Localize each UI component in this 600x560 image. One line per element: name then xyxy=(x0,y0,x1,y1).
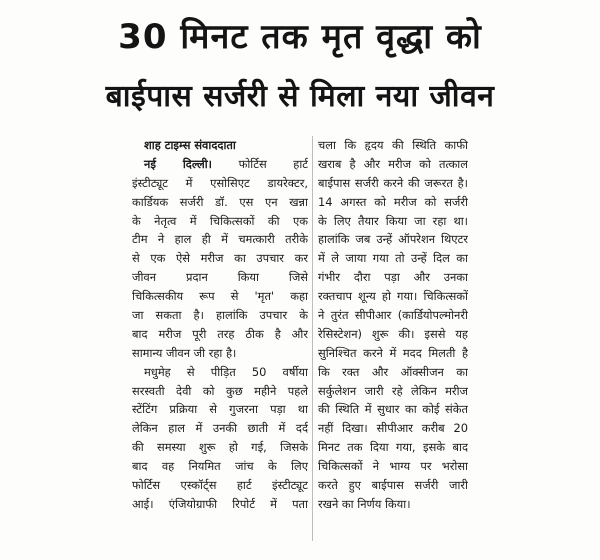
article-line xyxy=(132,155,308,174)
article-line: कि रक्त और ऑक्सीजन का xyxy=(318,364,468,379)
dateline: नई दिल्ली। xyxy=(144,156,212,171)
article-line: बाईपास सर्जरी करने की जरूरत है। xyxy=(318,175,468,190)
article-line: फोर्टिस एस्कॉर्ट्स हार्ट इंस्टीट्यूट xyxy=(132,478,308,493)
article-line: आई। एंजियोग्राफी रिपोर्ट में पता xyxy=(132,496,308,511)
article-line: के नेतृत्व में चिकित्सकों की एक xyxy=(132,213,308,228)
article-line: सामान्य जीवन जी रहा है। xyxy=(132,345,237,360)
article-line: सर्कुलेशन जारी रहे लेकिन मरीज xyxy=(318,383,468,398)
article-line: की स्थिति में सुधार का कोई संकेत xyxy=(318,402,468,417)
article-line: टीम ने हाल ही में चमत्कारी तरीके xyxy=(132,232,308,247)
article-line: रेसिस्टेशन) शुरू की। इससे यह xyxy=(318,326,468,341)
article-line: रक्तचाप शून्य हो गया। चिकित्सकों xyxy=(318,289,468,304)
article-line: में ले जाया गया तो उन्हें दिल का xyxy=(318,251,468,266)
article-line: के लिए तैयार किया जा रहा था। xyxy=(318,213,468,228)
article-column-left xyxy=(132,136,308,514)
article-line: मधुमेह से पीड़ित 50 वर्षीया xyxy=(144,364,308,379)
byline: शाह टाइम्स संवाददाता xyxy=(144,138,236,152)
article-line: से एक ऐसे मरीज का उपचार कर xyxy=(132,251,308,266)
article-line: चिकित्सकों ने भाग्य पर भरोसा xyxy=(318,459,468,474)
article-line: बाद मरीज पूरी तरह ठीक है और xyxy=(132,326,308,341)
article-column-right xyxy=(318,136,468,514)
article-line: रखने का निर्णय किया। xyxy=(318,496,411,511)
article-line: नहीं दिखा। सीपीआर करीब 20 xyxy=(318,421,468,436)
headline-line-1: 30 मिनट तक मृत वृद्धा को xyxy=(118,17,482,57)
article-line: की समस्या शुरू हो गई, जिसके xyxy=(132,440,308,455)
article-line: चिकित्सकीय रूप से 'मृत' कहा xyxy=(132,289,308,304)
article-line: गंभीर दौरा पड़ा और उनका xyxy=(318,270,468,285)
article-line: स्टेंटिंग प्रक्रिया से गुजरना पड़ा था xyxy=(132,402,308,417)
article-line: कार्डियक सर्जरी डॉ. एस एन खन्ना xyxy=(132,194,308,209)
article-line: चला कि हृदय की स्थिति काफी xyxy=(318,138,468,152)
article-line: हालांकि जब उन्हें ऑपरेशन थिएटर xyxy=(318,232,468,247)
article-line: ने तुरंत सीपीआर (कार्डियोपल्मोनरी xyxy=(318,308,468,323)
article-line: 14 अगस्त को मरीज को सर्जरी xyxy=(318,194,468,209)
column-divider xyxy=(312,136,313,541)
headline-line-2: बाईपास सर्जरी से मिला नया जीवन xyxy=(105,79,495,114)
article-line: सरस्वती देवी को कुछ महीने पहले xyxy=(132,383,308,398)
article-line-text: फोर्टिस हार्ट xyxy=(238,156,308,171)
article-line: खराब है और मरीज को तत्काल xyxy=(318,156,468,171)
article-line: करते हुए बाईपास सर्जरी जारी xyxy=(318,478,468,493)
article-line: इंस्टीट्यूट में एसोसिएट डायरेक्टर, xyxy=(132,175,308,190)
article-line: लेकिन हाल में उनकी छाती में दर्द xyxy=(132,421,308,436)
article-line: जा सकता है। हालांकि उपचार के xyxy=(132,308,308,323)
article-line: जीवन प्रदान किया जिसे xyxy=(132,270,308,285)
article-line: बाद वह नियमित जांच के लिए xyxy=(132,459,308,474)
article-line: सुनिश्चित करने में मदद मिलती है xyxy=(318,345,468,360)
article-line: मिनट तक दिया गया, इसके बाद xyxy=(318,440,468,455)
